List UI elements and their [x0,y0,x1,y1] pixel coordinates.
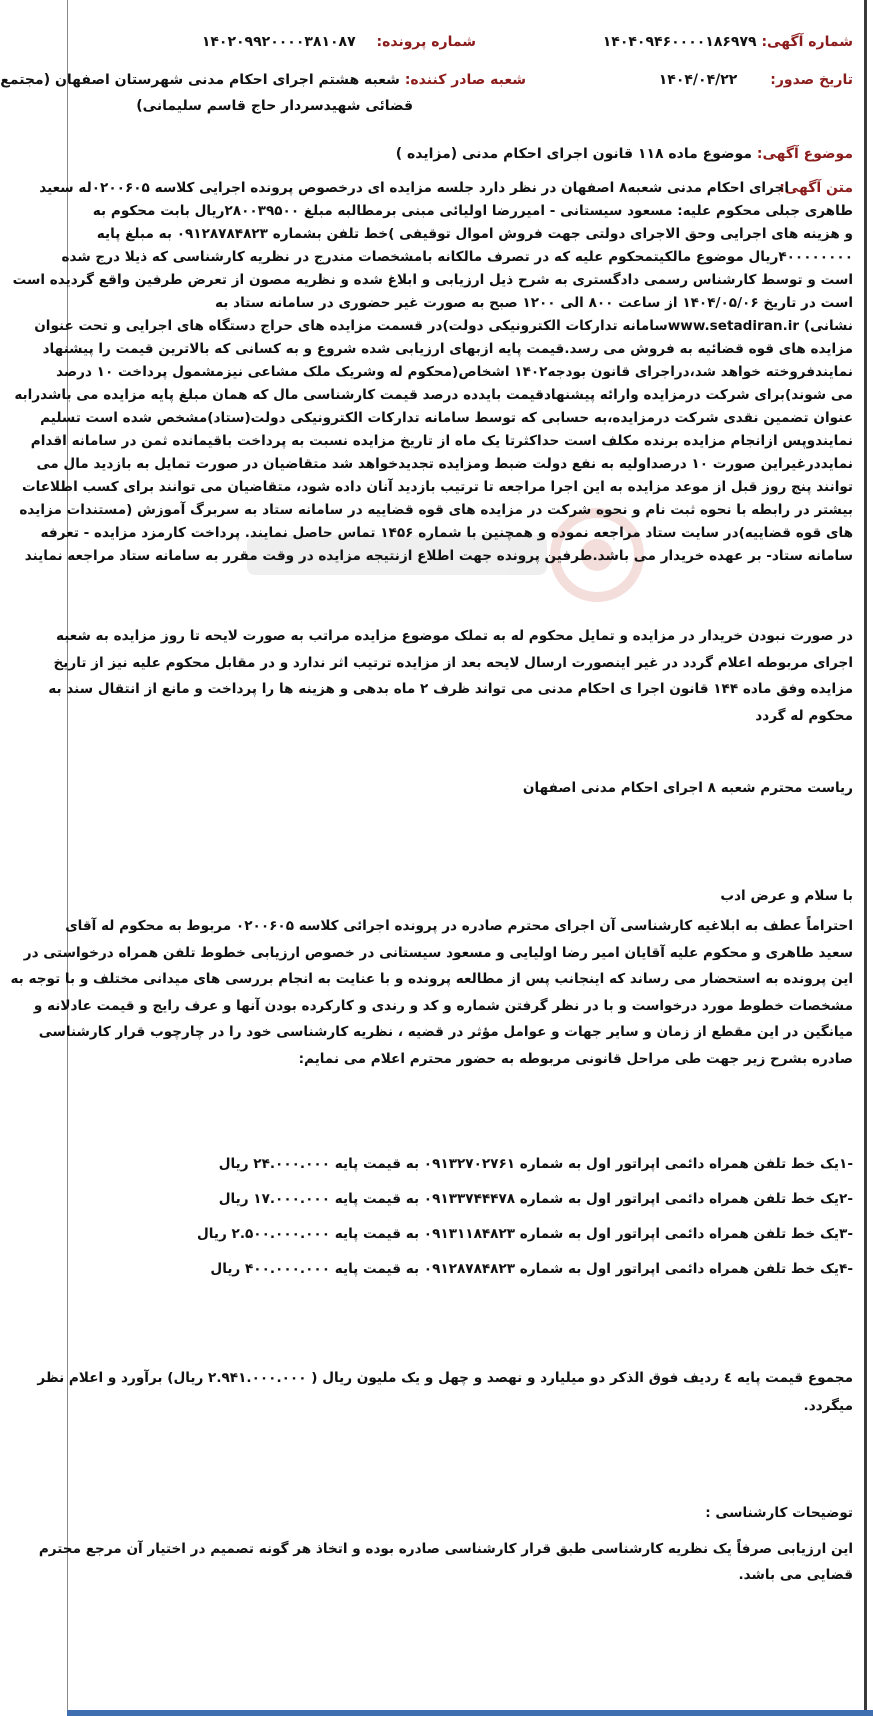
auction-text-line: طاهری جبلی محکوم علیه: مسعود سیستانی - امیررضا اولیائی مبنی برمطالبه مبلغ ۲۸۰۰۳۹۵۰۰ریال بابت محکوم به [92,203,853,219]
bottom-bar [67,1710,873,1716]
addressee: ریاست محترم شعبه ۸ اجرای احکام مدنی اصفهان [522,780,853,796]
report-text-line: سعید طاهری و محکوم علیه آقایان امیر رضا اولیایی و مسعود سیستانی در خصوص ارزیابی خطوط تلفن همراه درخواستی در [23,944,853,961]
no-buyer-text-line: اجرای مربوطه اعلام گردد در غیر اینصورت ارسال لایحه بعد از مزایده ترتیب اثر ندارد و در مقابل محکوم علیه نیز از تاریخ [53,654,853,671]
item-line: -۲یک خط تلفن همراه دائمی اپراتور اول به شماره ۰۹۱۳۳۷۴۴۴۷۸ به قیمت پایه ۱۷.۰۰۰.۰۰۰ ریال [218,1191,853,1207]
auction-text-line: است و توسط کارشناس رسمی دادگستری به شرح ذیل ارزیابی و ابلاغ شده و نظریه مصون از تعرض طرفین واقع گردیده است [12,272,853,288]
auction-text-line: و هزینه های اجرایی وحق الاجرای دولتی جهت فروش اموال توقیفی )خط تلفن بشماره ۰۹۱۲۸۷۸۴۸۲۳ به مبلغ پایه [96,226,853,242]
auction-text-line: اجرای احکام مدنی شعبه۸ اصفهان در نظر دارد جلسه مزایده ای درخصوص پرونده اجرایی کلاسه ۰۲۰۰۶۰۵له سعید [39,180,789,196]
case-number-value: ۱۴۰۲۰۹۹۲۰۰۰۰۳۸۱۰۸۷ [201,34,356,50]
subject-value: موضوع ماده ۱۱۸ قانون اجرای احکام مدنی (مزایده ) [395,146,752,162]
notes-text-line: قضایی می باشد. [738,1567,853,1583]
auction-text-line: عنوان تضمین نقدی شرکت درمزایده،به حسابی که توسط سامانه تدارکات الکترونیکی دولت(ستاد)مشخص شده است تسلیم [40,410,853,426]
case-number-row [202,34,476,50]
total-text-line: مجموع قیمت پایه ٤ ردیف فوق الذکر دو میلیارد و نهصد و چهل و یک ملیون ریال ( ۲.۹۴۱.۰۰۰.۰۰۰ ریال) برآورد و اعلام نظر [37,1370,853,1386]
auction-text-line: مزایده های قوه قضائیه به فروش می رسد.قیمت پایه ازبهای ارزیابی شده شروع و به کسانی که بالاترین قیمت را پیشنهاد [42,341,853,357]
issuer-row [0,72,526,88]
text-label: متن آگهی: [779,180,853,196]
issue-date-label: تاریخ صدور: [770,72,853,88]
notes-title: توضیحات کارشناسی : [705,1505,853,1521]
auction-text-line: ۴۰۰۰۰۰۰۰۰ریال موضوع مالکیتمحکوم علیه که در تصرف مالکانه بامشخصات مندرج در نظریه کارشناسی که ذیلا درج شده [61,249,853,265]
greeting: با سلام و عرض ادب [720,888,853,904]
issuer-line-2: قضائی شهیدسردار حاج قاسم سلیمانی) [136,98,413,114]
item-line: -۴یک خط تلفن همراه دائمی اپراتور اول به شماره ۰۹۱۲۸۷۸۴۸۲۳ به قیمت پایه ۴۰۰.۰۰۰.۰۰۰ ریال [210,1261,853,1277]
no-buyer-text-line: در صورت نبودن خریدار در مزایده و تمایل محکوم له به تملک موضوع مزایده مراتب به صورت لایحه تا روز مزایده به شعبه [55,628,853,644]
ad-number-value: ۱۴۰۴۰۹۴۶۰۰۰۰۱۸۶۹۷۹ [602,34,757,50]
ad-number-label: شماره آگهی: [761,34,853,50]
auction-text-line: می شوند)برای شرکت درمزایده وارائه پیشنهادقیمت بایدده درصد قیمت کارشناسی مال که همان مبلغ پایه مزایده می باشدرابه [14,387,853,403]
item-line: -۳یک خط تلفن همراه دائمی اپراتور اول به شماره ۰۹۱۳۱۱۸۴۸۲۳ به قیمت پایه ۲.۵۰۰.۰۰۰.۰۰۰ ریال [196,1226,853,1242]
total-text-line: میگردد. [803,1398,853,1414]
report-text-line: مشخصات خطوط مورد درخواست و با در نظر گرفتن شماره و کد و رندی و کارکرده بودن آنها و عرف رایج و قیمت عادلانه و [33,997,853,1014]
text-label-row [779,180,853,196]
auction-text-line: های قوه قضاییه)در سایت ستاد مراجعه نموده و همچنین با شماره ۱۴۵۶ تماس حاصل نمایند. پرداخت کارمزد مزایده - تعرفه [40,525,853,541]
issue-date-value: ۱۴۰۴/۰۴/۲۲ [658,72,738,88]
issuer-line-1: شعبه هشتم اجرای احکام مدنی شهرستان اصفهان (مجتمع [0,72,400,88]
report-text-line: میانگین در این مقطع از زمان و سایر جهات و عوامل مؤثر در قضیه ، نظریه کارشناسی خود را در چارچوب قرار کارشناسی [38,1024,853,1040]
no-buyer-text-line: محکوم له گردد [755,707,853,724]
auction-text-line: نشانی) www.setadiran.irسامانه تدارکات الکترونیکی دولت)در قسمت مزایده های حراج دستگاه های اجرایی و تحت عنوان [34,318,853,334]
report-text-line: احتراماً عطف به ابلاغیه کارشناسی آن اجرای محترم صادره در پرونده اجرائی کلاسه ۰۲۰۰۶۰۵ مربوط به محکوم له آقای [65,918,853,934]
ad-number-row [603,34,853,50]
report-text-line: صادره بشرح زیر جهت طی مراحل قانونی مربوطه به حضور محترم اعلام می نمایم: [298,1050,853,1067]
issuer-label: شعبه صادر کننده: [404,72,526,88]
case-number-label: شماره پرونده: [376,34,476,50]
auction-text-line: بیشتر در رابطه با نحوه ثبت نام و نحوه شرکت در مزایده های قوه قضاییه در سامانه ستاد به سربرگ آموزش (مستندات مزایده [19,502,853,518]
subject-label: موضوع آگهی: [756,146,853,162]
item-line: -۱یک خط تلفن همراه دائمی اپراتور اول به شماره ۰۹۱۳۲۷۰۲۷۶۱ به قیمت پایه ۲۴.۰۰۰.۰۰۰ ریال [218,1156,853,1172]
report-text-line: این پرونده به استحضار می رساند که اینجانب پس از مطالعه پرونده و با عنایت به انجام بررسی های میدانی مختلف و با توجه به [10,971,853,987]
subject-row [396,146,853,162]
auction-text-line: نمایندفروخته خواهد شد،دراجرای قانون بودجه۱۴۰۲ اشخاص(محکوم له وشریک ملک مشاعی نیزمشمول پرداخت ۱۰ درصد [56,364,853,380]
auction-text-line: سامانه ستاد- بر عهده خریدار می باشد.طرفین پرونده جهت اطلاع ازنتیجه مزایده در وقت مقرر به سامانه ستاد مراجعه نمایند [24,548,853,564]
auction-text-line: است در تاریخ ۱۴۰۴/۰۵/۰۶ از ساعت ۸۰۰ الی ۱۲۰۰ صبح به صورت غیر حضوری در سامانه ستاد به [215,295,853,311]
auction-text-line: نمایندوپس ازانجام مزایده برنده مکلف است حداکثرتا یک ماه از تاریخ مزایده نسبت به پرداخت باقیمانده ثمن در سامانه اقدام [30,433,853,449]
auction-text-line: نمایددرغیراین صورت ۱۰ درصداولیه به نفع دولت ضبط ومزایده تجدیدخواهد شد متقاضیان در صورت تمایل به بازدید مال می [36,456,853,472]
no-buyer-text-line: مزایده وفق ماده ۱۴۴ قانون اجرا ی احکام مدنی می تواند ظرف ۲ ماه بدهی و هزینه ها را پرداخت و مانع از انتقال سند به [48,681,853,697]
notes-text-line: این ارزیابی صرفاً یک نظریه کارشناسی طبق قرار کارشناسی صادره بوده و اتخاذ هر گونه تصمیم در اختیار آن مرجع محترم [38,1541,853,1557]
issue-date-row [659,72,853,88]
auction-text-line: توانند پنج روز قبل از موعد مزایده به این اجرا مراجعه تا ترتیب بازدید آنان داده شود، متقاضیان می توانند برای کسب اطلاعات [21,479,853,495]
